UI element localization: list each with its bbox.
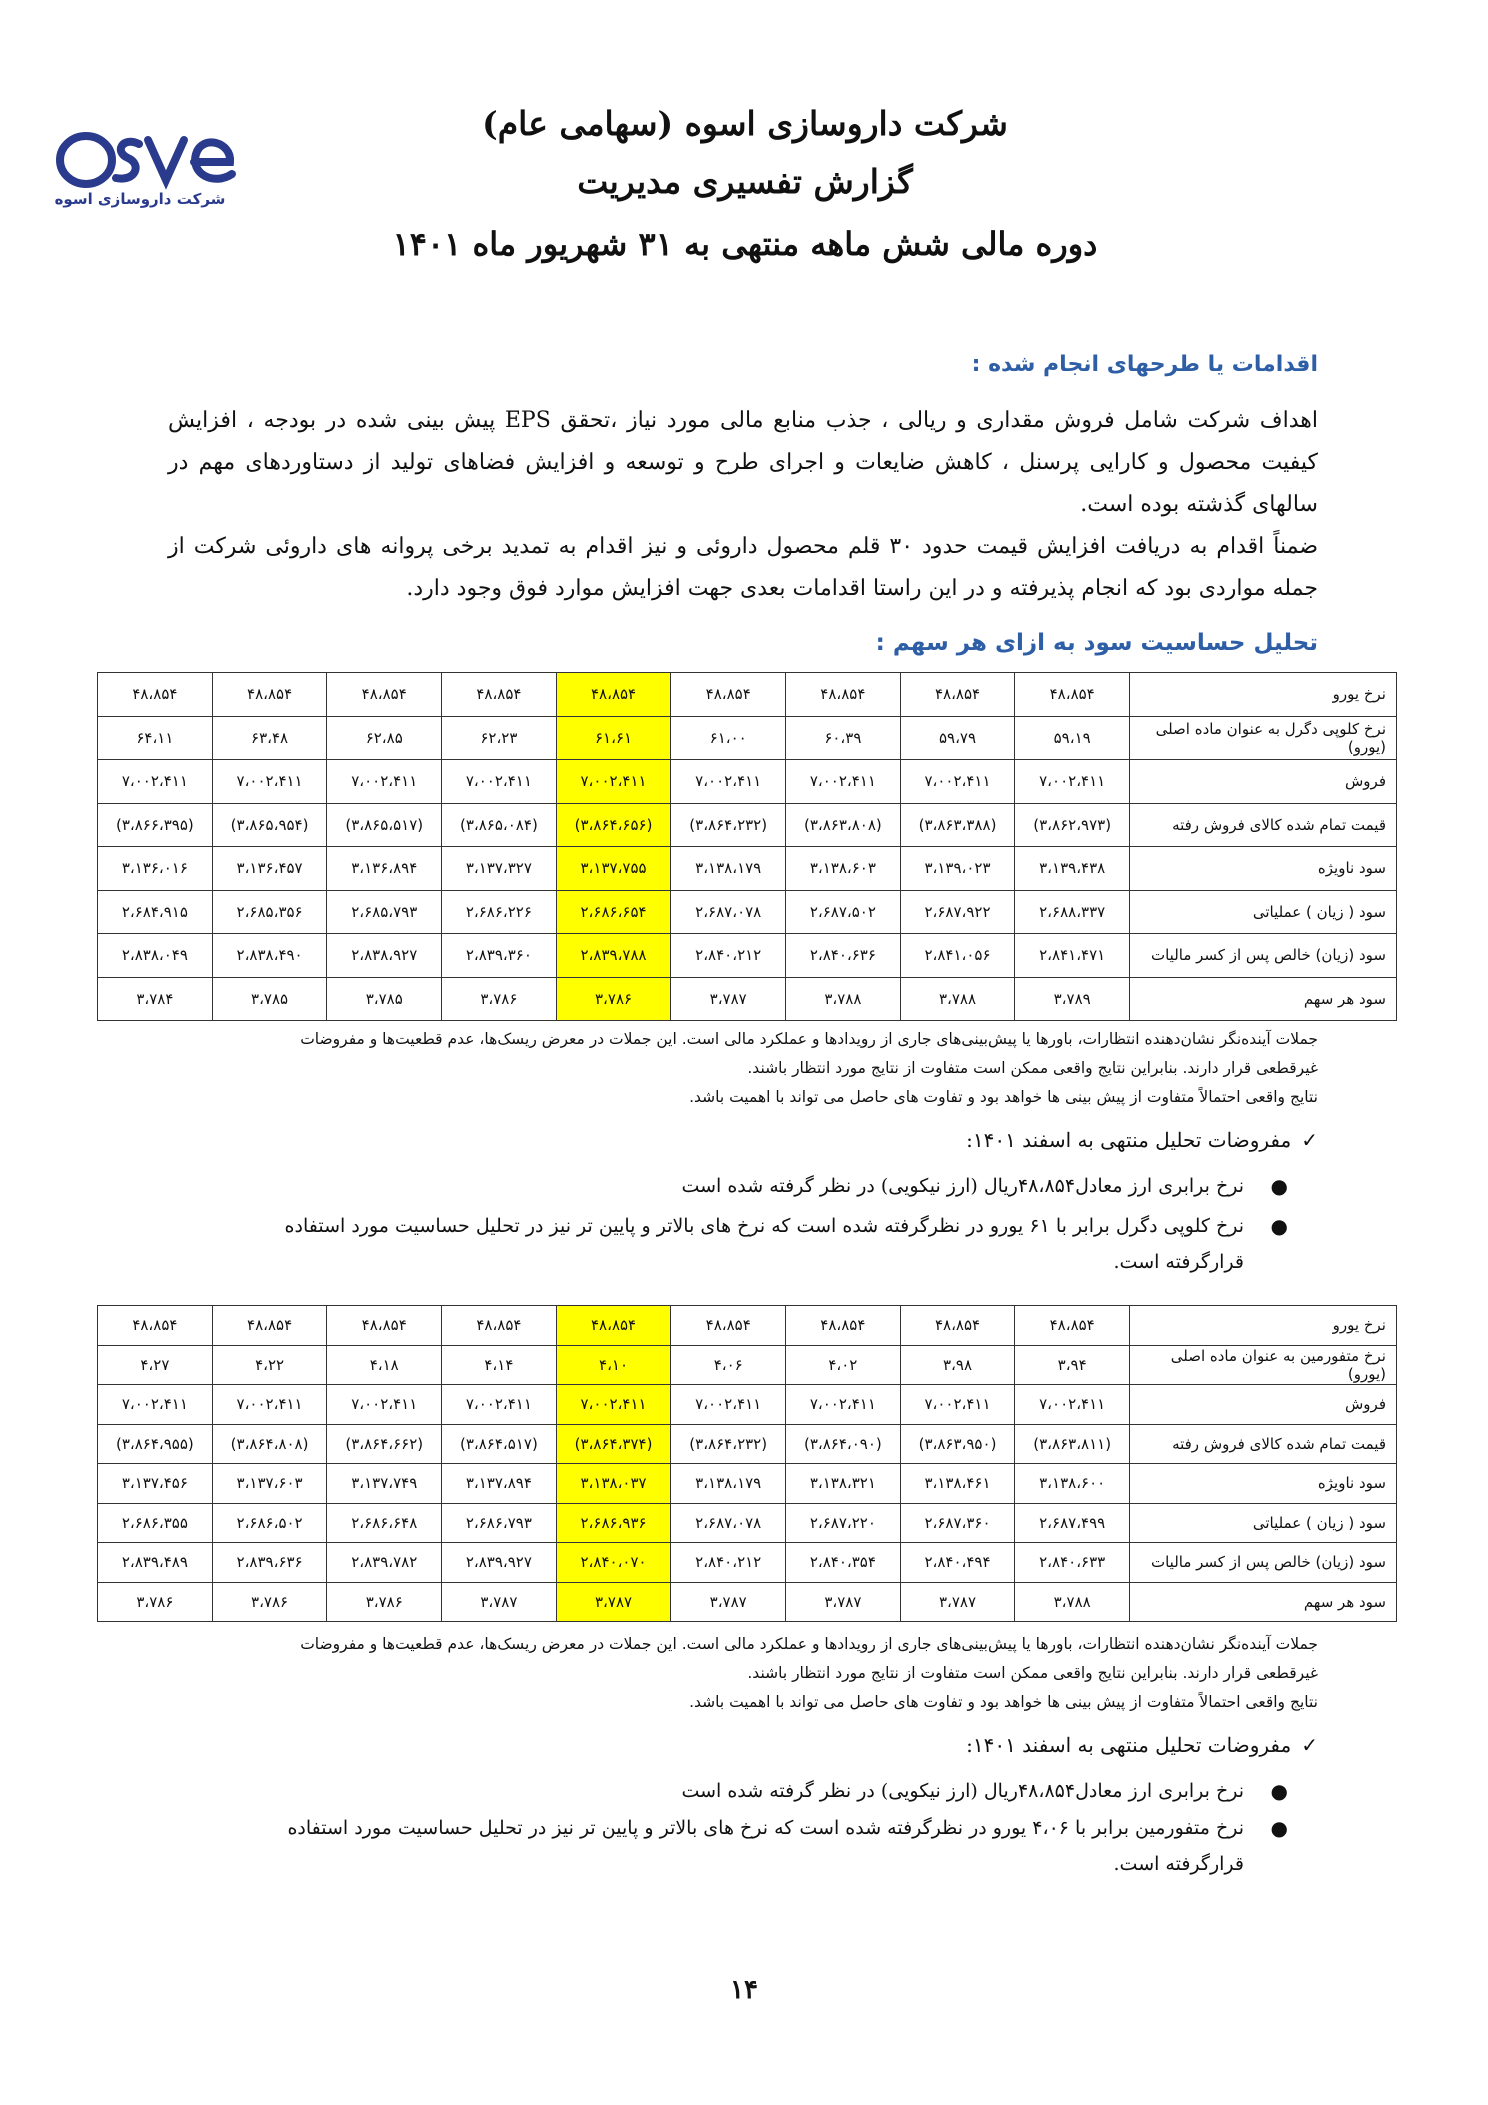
table-cell: ۶۱،۶۱: [556, 716, 671, 760]
row-label: سود هر سهم: [1130, 1582, 1397, 1622]
table-row: [98, 803, 1397, 847]
actions-paragraph-1: اهداف شرکت شامل فروش مقداری و ریالی ، جذب منابع مالی مورد نیاز ،تحقق EPS پیش بینی شده در بودجه ، افزایش کیفیت محصول و کارایی پرسنل ، کاهش ضایعات و اجرای طرح و توسعه و افزایش فضاهای تولید از دستاوردهای مهم در سالهای گذشته بوده است.: [168, 408, 1318, 517]
table-row: [98, 1543, 1397, 1583]
table-cell: ۳،۱۳۹،۴۳۸: [1015, 847, 1130, 891]
table-cell: ۳،۱۳۶،۴۵۷: [212, 847, 327, 891]
table-cell: ۴،۰۶: [671, 1345, 786, 1385]
table-cell: (۳،۸۶۴،۳۷۴): [556, 1424, 671, 1464]
table-cell: ۳،۷۸۷: [786, 1582, 901, 1622]
table-cell: ۲،۶۸۶،۷۹۳: [442, 1503, 557, 1543]
row-label: قیمت تمام شده کالای فروش رفته: [1130, 1424, 1397, 1464]
table-cell: ۲،۸۴۰،۲۱۲: [671, 1543, 786, 1583]
table-cell: ۷،۰۰۲،۴۱۱: [442, 760, 557, 804]
table-cell: ۲،۸۳۹،۷۸۲: [327, 1543, 442, 1583]
table-cell: ۲،۸۴۰،۶۳۳: [1015, 1543, 1130, 1583]
checkmark-icon: ✓: [1301, 1733, 1318, 1757]
row-label: فروش: [1130, 760, 1397, 804]
table-cell: ۷،۰۰۲،۴۱۱: [556, 1385, 671, 1425]
table-cell: ۳،۱۳۷،۸۹۴: [442, 1464, 557, 1504]
sensitivity-title: تحلیل حساسیت سود به ازای هر سهم :: [875, 630, 1318, 656]
bullet-icon: ●: [1270, 1779, 1288, 1803]
assumptions-title-2: [966, 1733, 1318, 1757]
table-cell: ۷،۰۰۲،۴۱۱: [442, 1385, 557, 1425]
table-cell: ۵۹،۱۹: [1015, 716, 1130, 760]
table-cell: ۲،۸۴۰،۰۷۰: [556, 1543, 671, 1583]
report-period: دوره مالی شش ماهه منتهی به ۳۱ شهریور ماه ۱۴۰۱: [392, 225, 1098, 263]
table-cell: ۴،۱۴: [442, 1345, 557, 1385]
table-cell: ۷،۰۰۲،۴۱۱: [900, 760, 1015, 804]
table-cell: ۴۸،۸۵۴: [900, 673, 1015, 717]
page-number: ۱۴: [730, 1975, 758, 2005]
row-label: سود (زیان) خالص پس از کسر مالیات: [1130, 934, 1397, 978]
table-cell: (۳،۸۶۴،۸۰۸): [212, 1424, 327, 1464]
table-cell: ۷،۰۰۲،۴۱۱: [671, 1385, 786, 1425]
table-cell: (۳،۸۶۴،۰۹۰): [786, 1424, 901, 1464]
table-cell: ۲،۶۸۶،۶۴۸: [327, 1503, 442, 1543]
table-cell: ۳،۱۳۶،۸۹۴: [327, 847, 442, 891]
table-cell: ۳،۹۴: [1015, 1345, 1130, 1385]
table-cell: ۴۸،۸۵۴: [671, 673, 786, 717]
assumptions-title-text: مفروضات تحلیل منتهی به اسفند ۱۴۰۱:: [966, 1733, 1292, 1757]
table-cell: ۴۸،۸۵۴: [671, 1306, 786, 1346]
table-cell: (۳،۸۶۴،۲۳۲): [671, 803, 786, 847]
table-cell: ۳،۷۸۷: [900, 1582, 1015, 1622]
table-cell: ۴۸،۸۵۴: [556, 1306, 671, 1346]
table-cell: ۳،۷۸۷: [442, 1582, 557, 1622]
note-line: جملات آینده‌نگر نشان‌دهنده انتظارات، باورها یا پیش‌بینی‌های جاری از رویدادها و عملکرد مالی است. این جملات در معرض ریسک‌ها، عدم قطعیت‌ها و مفروضات: [300, 1635, 1318, 1653]
table-cell: ۳،۹۸: [900, 1345, 1015, 1385]
table-cell: ۳،۷۸۶: [212, 1582, 327, 1622]
table-row: [98, 1345, 1397, 1385]
table-cell: ۴،۲۲: [212, 1345, 327, 1385]
table-cell: ۳،۱۳۸،۱۷۹: [671, 847, 786, 891]
table-cell: ۶۳،۴۸: [212, 716, 327, 760]
table-cell: ۳،۷۸۷: [671, 977, 786, 1021]
table-row: [98, 934, 1397, 978]
table-cell: ۳،۱۳۹،۰۲۳: [900, 847, 1015, 891]
row-label: سود هر سهم: [1130, 977, 1397, 1021]
table-row: [98, 760, 1397, 804]
bullet-icon: ●: [1270, 1816, 1288, 1840]
table-cell: ۲،۸۳۹،۷۸۸: [556, 934, 671, 978]
table-cell: ۴۸،۸۵۴: [442, 673, 557, 717]
table-cell: ۳،۱۳۸،۴۶۱: [900, 1464, 1015, 1504]
table-cell: ۲،۶۸۸،۳۳۷: [1015, 890, 1130, 934]
table-cell: ۳،۷۸۶: [327, 1582, 442, 1622]
note-line: جملات آینده‌نگر نشان‌دهنده انتظارات، باورها یا پیش‌بینی‌های جاری از رویدادها و عملکرد مالی است. این جملات در معرض ریسک‌ها، عدم قطعیت‌ها و مفروضات: [300, 1030, 1318, 1048]
assumptions-title-text: مفروضات تحلیل منتهی به اسفند ۱۴۰۱:: [966, 1128, 1292, 1152]
table-cell: ۷،۰۰۲،۴۱۱: [900, 1385, 1015, 1425]
table-cell: (۳،۸۶۴،۶۶۲): [327, 1424, 442, 1464]
table-cell: ۲،۶۸۷،۳۶۰: [900, 1503, 1015, 1543]
table-cell: (۳،۸۶۳،۸۱۱): [1015, 1424, 1130, 1464]
row-label: فروش: [1130, 1385, 1397, 1425]
table-row: [98, 890, 1397, 934]
table-row: [98, 1385, 1397, 1425]
table-cell: ۲،۶۸۶،۵۰۲: [212, 1503, 327, 1543]
table-cell: ۲،۶۸۵،۳۵۶: [212, 890, 327, 934]
table-cell: ۲،۸۴۰،۴۹۴: [900, 1543, 1015, 1583]
table-cell: ۴۸،۸۵۴: [900, 1306, 1015, 1346]
table-cell: ۲،۶۸۵،۷۹۳: [327, 890, 442, 934]
table-cell: ۳،۷۸۶: [98, 1582, 213, 1622]
table-cell: (۳،۸۶۶،۳۹۵): [98, 803, 213, 847]
table-row: [98, 847, 1397, 891]
table-cell: ۴،۱۰: [556, 1345, 671, 1385]
table-row: [98, 716, 1397, 760]
assumption-bullet: [224, 1208, 1288, 1280]
table-cell: ۳،۷۸۶: [442, 977, 557, 1021]
table-row: [98, 673, 1397, 717]
table-cell: ۲،۸۴۱،۴۷۱: [1015, 934, 1130, 978]
table-cell: ۷،۰۰۲،۴۱۱: [327, 1385, 442, 1425]
table-cell: ۷،۰۰۲،۴۱۱: [1015, 1385, 1130, 1425]
section-actions-title: اقدامات یا طرحهای انجام شده :: [971, 352, 1318, 377]
checkmark-icon: ✓: [1301, 1128, 1318, 1152]
table-row: [98, 1503, 1397, 1543]
table-cell: ۳،۱۳۸،۰۳۷: [556, 1464, 671, 1504]
table-cell: ۲،۸۴۰،۲۱۲: [671, 934, 786, 978]
table-cell: ۲،۸۴۰،۳۵۴: [786, 1543, 901, 1583]
table-cell: ۳،۷۸۸: [786, 977, 901, 1021]
table-cell: ۲،۶۸۷،۰۷۸: [671, 1503, 786, 1543]
table-cell: ۴۸،۸۵۴: [1015, 673, 1130, 717]
table-cell: ۶۲،۲۳: [442, 716, 557, 760]
table-cell: ۳،۱۳۷،۶۰۳: [212, 1464, 327, 1504]
table-cell: ۴۸،۸۵۴: [212, 673, 327, 717]
table-row: [98, 1424, 1397, 1464]
table-cell: ۷،۰۰۲،۴۱۱: [212, 1385, 327, 1425]
table-cell: ۴۸،۸۵۴: [98, 1306, 213, 1346]
table-cell: ۳،۷۸۹: [1015, 977, 1130, 1021]
table-row: [98, 1582, 1397, 1622]
table-cell: ۳،۱۳۷،۷۴۹: [327, 1464, 442, 1504]
table-cell: ۴۸،۸۵۴: [786, 1306, 901, 1346]
table-cell: ۳،۱۳۸،۶۰۳: [786, 847, 901, 891]
assumption-bullet: [224, 1168, 1288, 1204]
table-cell: ۳،۷۸۸: [1015, 1582, 1130, 1622]
table-cell: (۳،۸۶۲،۹۷۳): [1015, 803, 1130, 847]
table-cell: ۳،۷۸۷: [556, 1582, 671, 1622]
table-cell: ۲،۸۳۹،۹۲۷: [442, 1543, 557, 1583]
table-cell: ۲،۶۸۶،۶۵۴: [556, 890, 671, 934]
row-label: نرخ کلوپی دگرل به عنوان ماده اصلی (یورو): [1130, 716, 1397, 760]
table-cell: ۲،۸۳۸،۹۲۷: [327, 934, 442, 978]
note-line: نتایج واقعی احتمالاً متفاوت از پیش بینی ها خواهد بود و تفاوت های حاصل می تواند با اهمیت باشد.: [689, 1693, 1318, 1711]
table-cell: ۴۸،۸۵۴: [327, 673, 442, 717]
row-label: نرخ متفورمین به عنوان ماده اصلی (یورو): [1130, 1345, 1397, 1385]
bullet-text: نرخ متفورمین برابر با ۴،۰۶ یورو در نظرگرفته شده است که نرخ های بالاتر و پایین تر نیز در تحلیل حساسیت مورد استفاده قرارگرفته است.: [287, 1817, 1244, 1875]
note-line: غیرقطعی قرار دارند. بنابراین نتایج واقعی ممکن است متفاوت از نتایج مورد انتظار باشند.: [747, 1664, 1318, 1682]
note-line: غیرقطعی قرار دارند. بنابراین نتایج واقعی ممکن است متفاوت از نتایج مورد انتظار باشند.: [747, 1059, 1318, 1077]
logo-brand-text: شرکت داروسازی اسوه: [54, 190, 226, 208]
table-cell: ۷،۰۰۲،۴۱۱: [671, 760, 786, 804]
sensitivity-table-clopidogrel: [97, 672, 1397, 1021]
assumption-bullet: [224, 1773, 1288, 1809]
report-title: گزارش تفسیری مدیریت: [577, 162, 913, 201]
company-name: شرکت داروسازی اسوه (سهامی عام): [482, 104, 1008, 143]
bullet-text: نرخ برابری ارز معادل۴۸،۸۵۴ریال (ارز نیکویی) در نظر گرفته شده است: [681, 1175, 1244, 1197]
table-cell: (۳،۸۶۴،۹۵۵): [98, 1424, 213, 1464]
forward-looking-note-1: [138, 1025, 1318, 1112]
table-cell: ۲،۶۸۷،۲۲۰: [786, 1503, 901, 1543]
row-label: قیمت تمام شده کالای فروش رفته: [1130, 803, 1397, 847]
bullet-icon: ●: [1270, 1214, 1288, 1238]
table-cell: ۲،۶۸۶،۲۲۶: [442, 890, 557, 934]
table-cell: ۷،۰۰۲،۴۱۱: [212, 760, 327, 804]
bullet-icon: ●: [1270, 1174, 1288, 1198]
table-cell: ۲،۸۳۹،۴۸۹: [98, 1543, 213, 1583]
table-cell: ۳،۷۸۴: [98, 977, 213, 1021]
actions-paragraph-2: ضمناً اقدام به دریافت افزایش قیمت حدود ۳۰ قلم محصول داروئی و نیز اقدام به تمدید برخی پروانه های داروئی شرکت از جمله مواردی بود که انجام پذیرفته و در این راستا اقدامات بعدی جهت افزایش موارد فوق وجود دارد.: [168, 534, 1318, 601]
table-cell: ۳،۱۳۷،۳۲۷: [442, 847, 557, 891]
table-cell: ۲،۶۸۴،۹۱۵: [98, 890, 213, 934]
table-cell: ۵۹،۷۹: [900, 716, 1015, 760]
table-cell: ۷،۰۰۲،۴۱۱: [327, 760, 442, 804]
sensitivity-table-metformin: [97, 1305, 1397, 1622]
table-cell: ۴۸،۸۵۴: [1015, 1306, 1130, 1346]
table-cell: (۳،۸۶۴،۲۳۲): [671, 1424, 786, 1464]
table-cell: ۳،۱۳۷،۷۵۵: [556, 847, 671, 891]
table-cell: (۳،۸۶۵،۵۱۷): [327, 803, 442, 847]
table-cell: ۲،۸۴۰،۶۳۶: [786, 934, 901, 978]
table-cell: ۲،۶۸۷،۹۲۲: [900, 890, 1015, 934]
table-cell: ۲،۶۸۷،۵۰۲: [786, 890, 901, 934]
table-cell: ۲،۸۳۹،۶۳۶: [212, 1543, 327, 1583]
row-label: سود ( زیان ) عملیاتی: [1130, 1503, 1397, 1543]
forward-looking-note-2: [138, 1630, 1318, 1717]
table-cell: ۷،۰۰۲،۴۱۱: [98, 760, 213, 804]
table-cell: (۳،۸۶۴،۶۵۶): [556, 803, 671, 847]
assumption-bullet: [224, 1810, 1288, 1882]
table-cell: ۷،۰۰۲،۴۱۱: [1015, 760, 1130, 804]
table-row: [98, 1306, 1397, 1346]
table-cell: ۴۸،۸۵۴: [786, 673, 901, 717]
table-cell: ۳،۷۸۶: [556, 977, 671, 1021]
assumptions-title-1: [966, 1128, 1318, 1152]
table-cell: (۳،۸۶۴،۵۱۷): [442, 1424, 557, 1464]
table-cell: (۳،۸۶۳،۳۸۸): [900, 803, 1015, 847]
table-cell: ۴۸،۸۵۴: [442, 1306, 557, 1346]
table-cell: ۳،۱۳۸،۳۲۱: [786, 1464, 901, 1504]
table-cell: ۲،۸۳۸،۰۴۹: [98, 934, 213, 978]
table-cell: ۴،۱۸: [327, 1345, 442, 1385]
table-cell: ۶۴،۱۱: [98, 716, 213, 760]
table-cell: ۴۸،۸۵۴: [98, 673, 213, 717]
table-row: [98, 1464, 1397, 1504]
table-cell: (۳،۸۶۵،۰۸۴): [442, 803, 557, 847]
table-row: [98, 977, 1397, 1021]
bullet-text: نرخ کلوپی دگرل برابر با ۶۱ یورو در نظرگرفته شده است که نرخ های بالاتر و پایین تر نیز در تحلیل حساسیت مورد استفاده قرارگرفته است.: [284, 1215, 1244, 1273]
table-cell: ۲،۶۸۶،۳۵۵: [98, 1503, 213, 1543]
table-cell: ۳،۱۳۷،۴۵۶: [98, 1464, 213, 1504]
table-cell: (۳،۸۶۵،۹۵۴): [212, 803, 327, 847]
table-cell: ۴،۲۷: [98, 1345, 213, 1385]
table-cell: ۶۲،۸۵: [327, 716, 442, 760]
bullet-text: نرخ برابری ارز معادل۴۸،۸۵۴ریال (ارز نیکویی) در نظر گرفته شده است: [681, 1780, 1244, 1802]
note-line: نتایج واقعی احتمالاً متفاوت از پیش بینی ها خواهد بود و تفاوت های حاصل می تواند با اهمیت باشد.: [689, 1088, 1318, 1106]
table-cell: ۳،۷۸۵: [327, 977, 442, 1021]
table-cell: ۶۰،۳۹: [786, 716, 901, 760]
row-label: نرخ یورو: [1130, 673, 1397, 717]
row-label: سود ( زیان ) عملیاتی: [1130, 890, 1397, 934]
table-cell: ۲،۸۳۹،۳۶۰: [442, 934, 557, 978]
table-cell: ۷،۰۰۲،۴۱۱: [786, 1385, 901, 1425]
table-cell: ۲،۶۸۷،۰۷۸: [671, 890, 786, 934]
table-cell: ۴۸،۸۵۴: [327, 1306, 442, 1346]
table-cell: ۳،۱۳۸،۶۰۰: [1015, 1464, 1130, 1504]
table-cell: ۷،۰۰۲،۴۱۱: [786, 760, 901, 804]
table-cell: ۷،۰۰۲،۴۱۱: [98, 1385, 213, 1425]
table-cell: ۳،۷۸۸: [900, 977, 1015, 1021]
table-cell: ۴،۰۲: [786, 1345, 901, 1385]
table-cell: ۷،۰۰۲،۴۱۱: [556, 760, 671, 804]
table-cell: ۳،۷۸۵: [212, 977, 327, 1021]
table-cell: (۳،۸۶۳،۸۰۸): [786, 803, 901, 847]
table-cell: ۳،۱۳۶،۰۱۶: [98, 847, 213, 891]
row-label: سود (زیان) خالص پس از کسر مالیات: [1130, 1543, 1397, 1583]
table-cell: ۳،۷۸۷: [671, 1582, 786, 1622]
table-cell: ۲،۶۸۷،۴۹۹: [1015, 1503, 1130, 1543]
table-cell: ۴۸،۸۵۴: [212, 1306, 327, 1346]
table-cell: ۲،۸۳۸،۴۹۰: [212, 934, 327, 978]
table-cell: (۳،۸۶۳،۹۵۰): [900, 1424, 1015, 1464]
table-cell: ۲،۶۸۶،۹۳۶: [556, 1503, 671, 1543]
table-cell: ۲،۸۴۱،۰۵۶: [900, 934, 1015, 978]
table-cell: ۳،۱۳۸،۱۷۹: [671, 1464, 786, 1504]
row-label: سود ناویژه: [1130, 847, 1397, 891]
table-cell: ۴۸،۸۵۴: [556, 673, 671, 717]
row-label: سود ناویژه: [1130, 1464, 1397, 1504]
document-header: [330, 95, 1160, 277]
row-label: نرخ یورو: [1130, 1306, 1397, 1346]
table-cell: ۶۱،۰۰: [671, 716, 786, 760]
